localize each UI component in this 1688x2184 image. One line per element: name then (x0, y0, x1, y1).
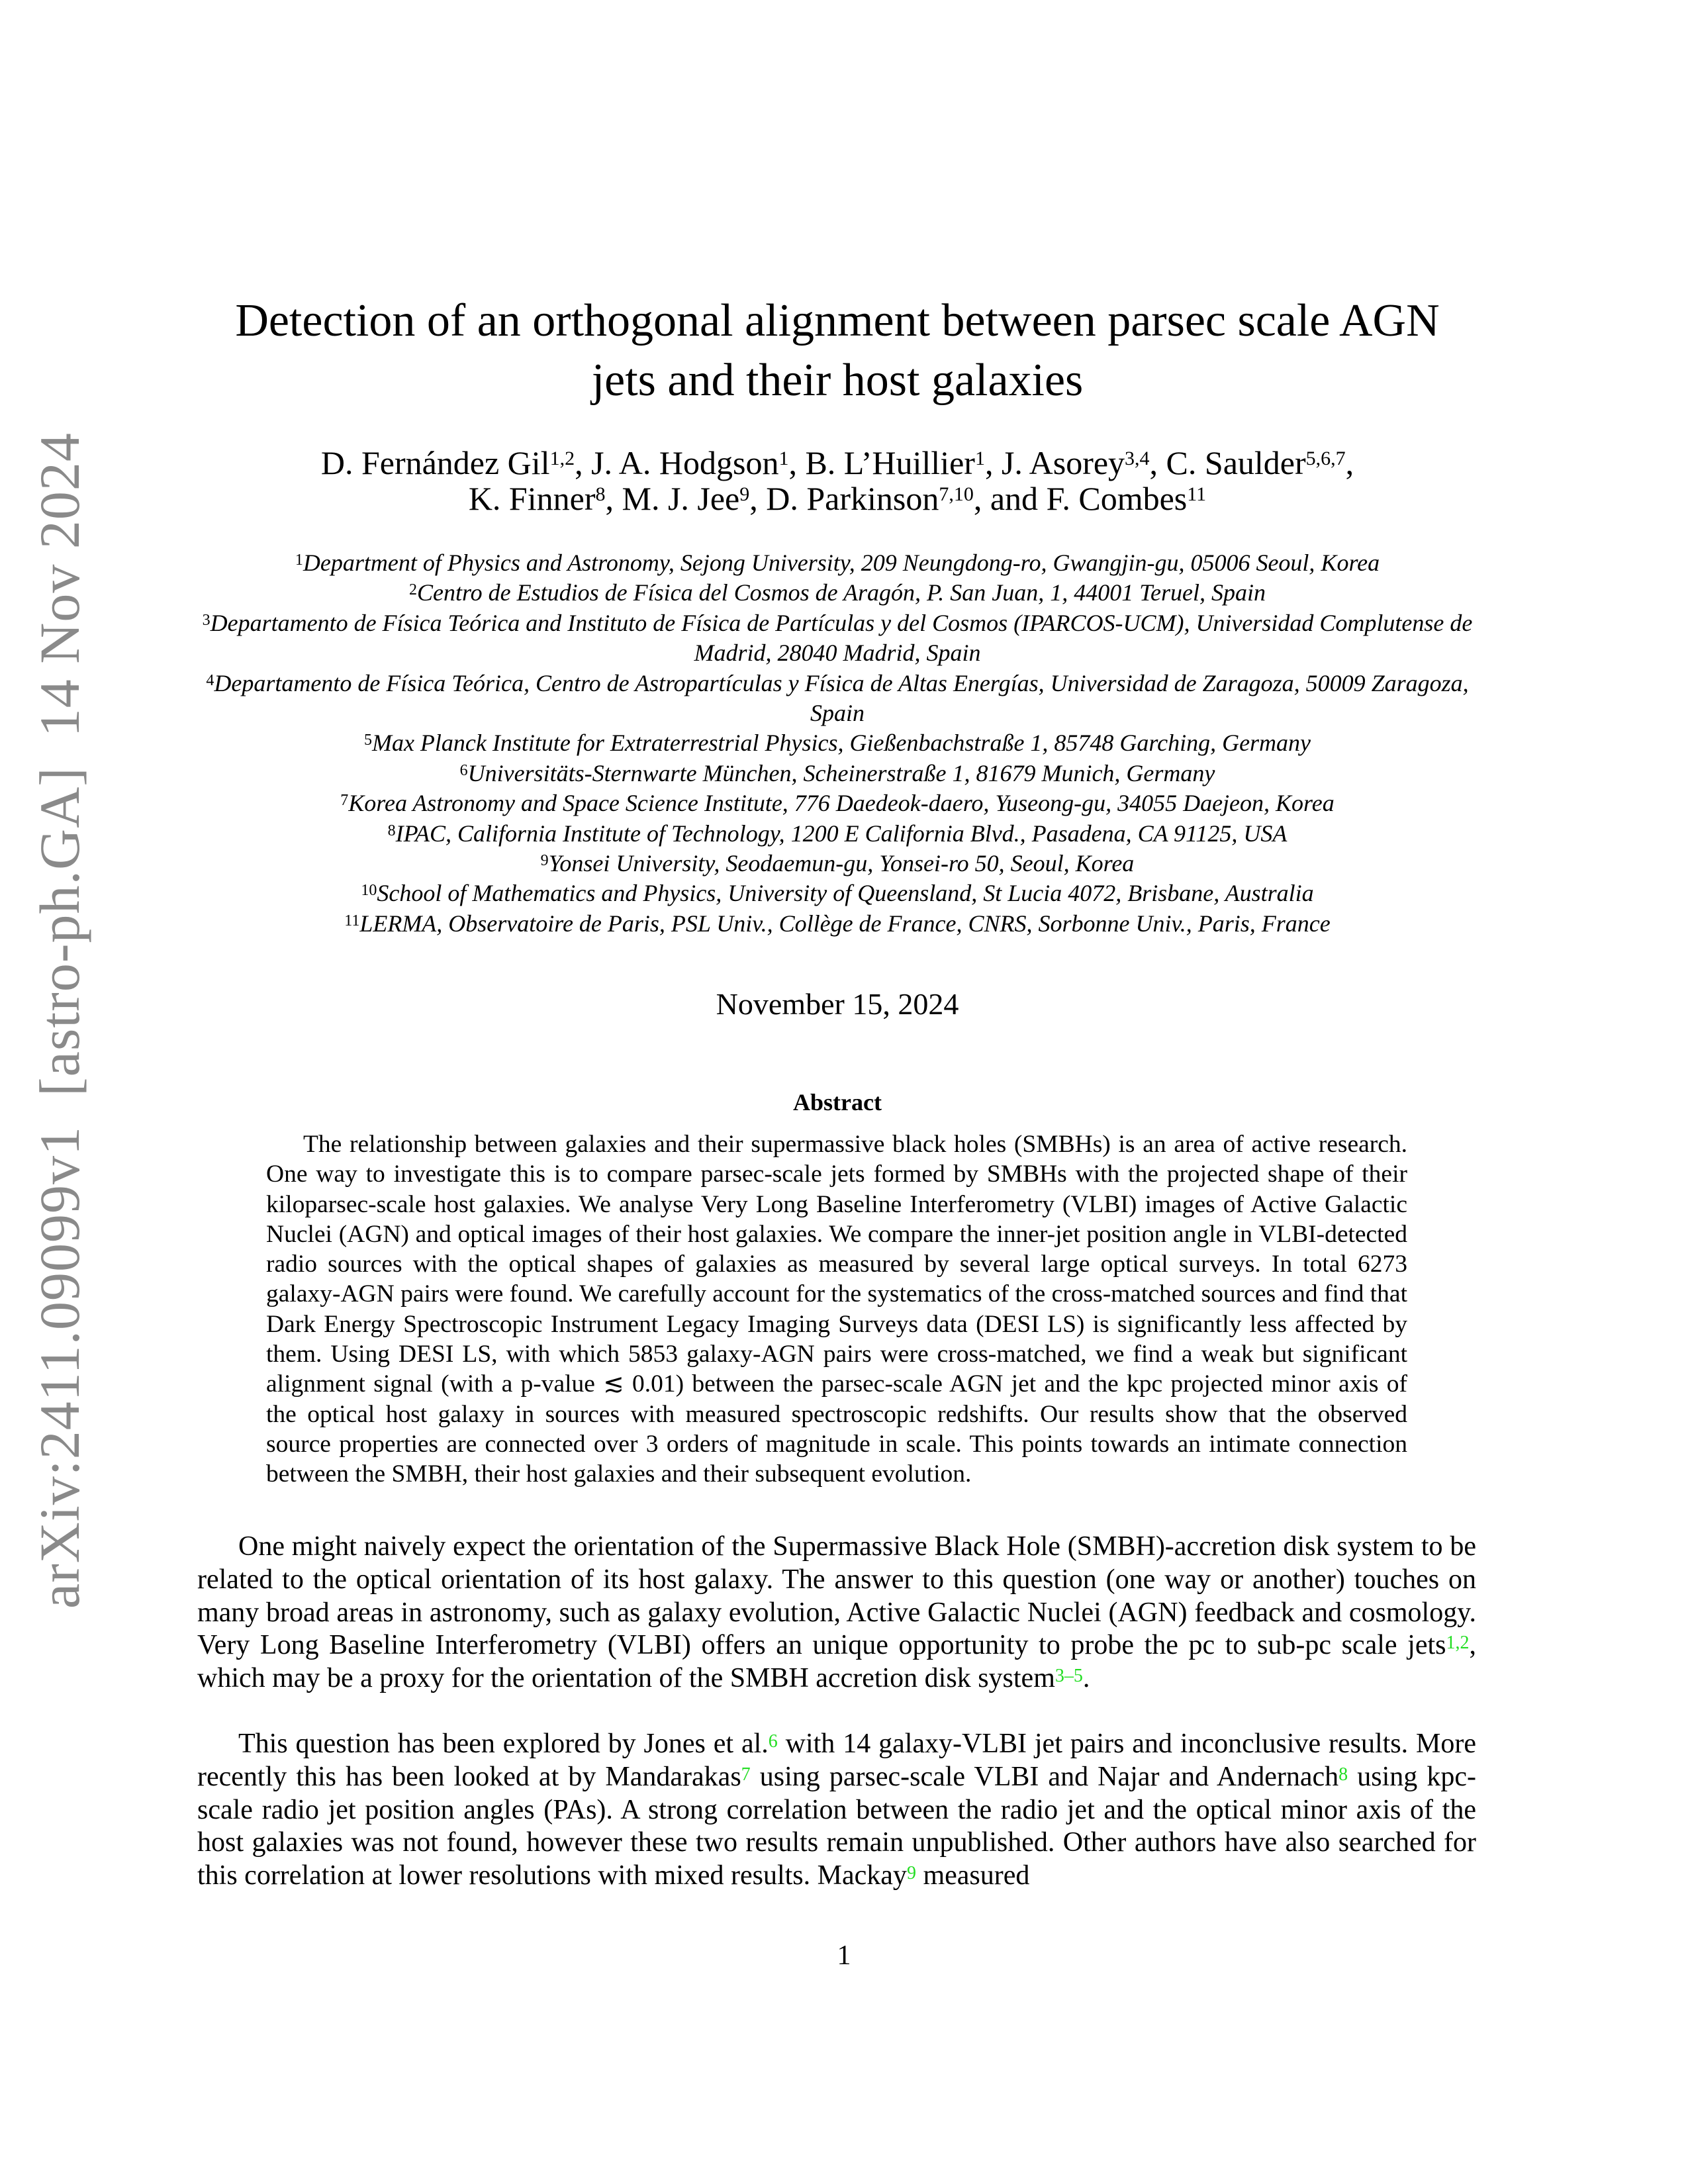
citation-link[interactable]: 3–5 (1055, 1666, 1083, 1687)
author-name: J. A. Hodgson (591, 444, 779, 481)
body-text: using kpc-scale radio jet position angles (PAs). A strong correlation between the radio jet and the optical minor axis of the host galaxies was not found, however these two results remain unpublished. Other authors have also searched for this correlation at lower resolutions with mixed results. Mackay (197, 1761, 1476, 1891)
author (805, 444, 984, 481)
author-affiliation-sup: 1 (974, 448, 985, 469)
affiliation-number: 11 (344, 912, 360, 929)
affiliation-text: Departamento de Física Teórica, Centro de Astropartículas y Física de Altas Energías, Universidad de Zaragoza, 50009 Zaragoza, Spain (214, 669, 1469, 727)
affiliation-number: 1 (295, 551, 303, 569)
affiliation-number: 9 (540, 852, 549, 870)
affiliation (199, 548, 1476, 578)
citation-link[interactable]: 8 (1338, 1764, 1348, 1785)
body-text: using parsec-scale VLBI and Najar and Andernach (750, 1761, 1339, 1792)
body-text: , which may be a proxy for the orientation of the SMBH accretion disk system (197, 1630, 1476, 1694)
affiliation (199, 909, 1476, 939)
affiliation-text: Korea Astronomy and Space Science Institute, 776 Daedeok-daero, Yuseong-gu, 34055 Daejeon, Korea (348, 790, 1335, 817)
author-name: D. Parkinson (766, 480, 939, 517)
affiliation (199, 728, 1476, 758)
affiliation-text: Universitäts-Sternwarte München, Scheinerstraße 1, 81679 Munich, Germany (467, 759, 1215, 786)
paper-title (199, 291, 1476, 410)
affiliation (199, 849, 1476, 878)
citation-link[interactable]: 7 (741, 1764, 751, 1785)
author (766, 480, 974, 517)
author (622, 480, 749, 517)
body-text: . (1082, 1663, 1090, 1694)
affiliation-number: 10 (361, 882, 377, 900)
author-affiliation-sup: 9 (739, 483, 750, 505)
author-name: F. Combes (1046, 480, 1188, 517)
body-text: with 14 galaxy-VLBI jet pairs and inconclusive results. More recently this has been looked at by Mandarakas (197, 1729, 1476, 1792)
affiliation (199, 878, 1476, 908)
author (1047, 480, 1207, 517)
author-affiliation-sup: 1,2 (549, 448, 575, 469)
author-name: M. J. Jee (622, 480, 740, 517)
author-affiliation-sup: 7,10 (939, 483, 974, 505)
affiliation-text: LERMA, Observatoire de Paris, PSL Univ., Collège de France, CNRS, Sorbonne Univ., Paris, France (359, 910, 1331, 937)
affiliation-text: Department of Physics and Astronomy, Sejong University, 209 Neungdong-ro, Gwangjin-gu, 05006 Seoul, Korea (303, 549, 1380, 576)
affiliation (199, 669, 1476, 729)
author (1002, 444, 1150, 481)
affiliation-list (199, 548, 1476, 939)
affiliation-number: 8 (387, 822, 396, 839)
affiliation-text: Centro de Estudios de Física del Cosmos de Aragón, P. San Juan, 1, 44001 Teruel, Spain (417, 579, 1266, 606)
citation-link[interactable]: 1,2 (1446, 1633, 1470, 1654)
author-affiliation-sup: 1 (778, 448, 789, 469)
affiliation-number: 5 (363, 732, 372, 749)
author-affiliation-sup: 11 (1187, 483, 1207, 505)
affiliation-number: 4 (206, 671, 214, 689)
body-text: measured (915, 1860, 1030, 1891)
citation-link[interactable]: 9 (906, 1863, 916, 1884)
title-line-2: jets and their host galaxies (591, 355, 1084, 406)
citation-link[interactable]: 6 (768, 1731, 778, 1752)
arxiv-identifier: arXiv:2411.09099v1 [astro-ph.GA] 14 Nov 2024 (28, 432, 91, 1609)
author-name: J. Asorey (1001, 444, 1125, 481)
title-line-1: Detection of an orthogonal alignment between parsec scale AGN (235, 295, 1440, 346)
affiliation-number: 7 (340, 792, 349, 810)
affiliation-number: 2 (409, 581, 417, 599)
affiliation (199, 608, 1476, 669)
author-list: D. Fernández Gil$^{1,2}$, J. A. Hodgson$^1$, B. L’Huillier$^1$, J. Asorey$^{3,4}$, C. Saulder$^{5,6,7}$, K. Finner$^8$, M. J. Jee$^9$, D. Parkinson$^{7,10}$, and F. Combes$^{11}$ (320, 444, 1354, 517)
affiliation-text: Max Planck Institute for Extraterrestrial Physics, Gießenbachstraße 1, 85748 Garching, Germany (371, 730, 1311, 757)
affiliation (199, 819, 1476, 849)
abstract-text: The relationship between galaxies and their supermassive black holes (SMBHs) is an area of active research. One way to investigate this is to compare parsec-scale jets formed by SMBHs with the projected shape of their kiloparsec-scale host galaxies. We analyse Very Long Baseline Interferometry (VLBI) images of Active Galactic Nuclei (AGN) and optical images of their host galaxies. We compare the inner-jet position angle in VLBI-detected radio sources with the optical shapes of galaxies as measured by several large optical surveys. In total 6273 galaxy-AGN pairs were found. We carefully account for the systematics of the cross-matched sources and find that Dark Energy Spectroscopic Instrument Legacy Imaging Surveys data (DESI LS) is significantly less affected by them. Using DESI LS, with which 5853 galaxy-AGN pairs were cross-matched, we find a weak but significant alignment signal (with a p-value ≲ 0.01) between the parsec-scale AGN jet and the kpc projected minor axis of the optical host galaxy in sources with measured spectroscopic redshifts. Our results show that the observed source properties are connected over 3 orders of magnitude in scale. This points towards an intimate connection between the SMBH, their host galaxies and their subsequent evolution. (266, 1131, 1407, 1488)
author (591, 444, 788, 481)
author-and: and (990, 480, 1039, 517)
affiliation-text: Yonsei University, Seodaemun-gu, Yonsei-ro 50, Seoul, Korea (548, 850, 1135, 877)
body-text: This question has been explored by Jones et al. (238, 1729, 769, 1759)
affiliation-text: Departamento de Física Teórica and Instituto de Física de Partículas y del Cosmos (IPARCOS-UCM), Universidad Complutense de Madrid, 28040 Madrid, Spain (210, 609, 1473, 667)
author (1166, 444, 1346, 481)
affiliation-text: IPAC, California Institute of Technology, 1200 E California Blvd., Pasadena, CA 91125, USA (395, 820, 1288, 847)
affiliation-text: School of Mathematics and Physics, University of Queensland, St Lucia 4072, Brisbane, Australia (377, 880, 1314, 907)
affiliation (199, 759, 1476, 788)
affiliation-number: 6 (459, 761, 468, 779)
author (469, 480, 606, 517)
body-paragraph-1 (197, 1531, 1476, 1695)
affiliation (199, 578, 1476, 608)
body-text: One might naively expect the orientation of the Supermassive Black Hole (SMBH)-accretion disk system to be related to the optical orientation of its host galaxy. The answer to this question (one way or another) touches on many broad areas in astronomy, such as galaxy evolution, Active Galactic Nuclei (AGN) feedback and cosmology. Very Long Baseline Interferometry (VLBI) offers an unique opportunity to probe the pc to sub-pc scale jets (197, 1531, 1476, 1661)
author (321, 444, 575, 481)
paper-date: November 15, 2024 (716, 987, 959, 1021)
affiliation-number: 3 (202, 611, 211, 629)
author-affiliation-sup: 3,4 (1125, 448, 1150, 469)
author-name: C. Saulder (1166, 444, 1306, 481)
affiliation (199, 788, 1476, 818)
body-paragraph-2 (197, 1728, 1476, 1893)
abstract-heading: Abstract (793, 1089, 882, 1116)
page-number: 1 (837, 1940, 851, 1971)
author-name: D. Fernández Gil (320, 444, 550, 481)
author-name: K. Finner (468, 480, 596, 517)
author-affiliation-sup: 8 (595, 483, 606, 505)
author-affiliation-sup: 5,6,7 (1305, 448, 1346, 469)
author-name: B. L’Huillier (805, 444, 975, 481)
